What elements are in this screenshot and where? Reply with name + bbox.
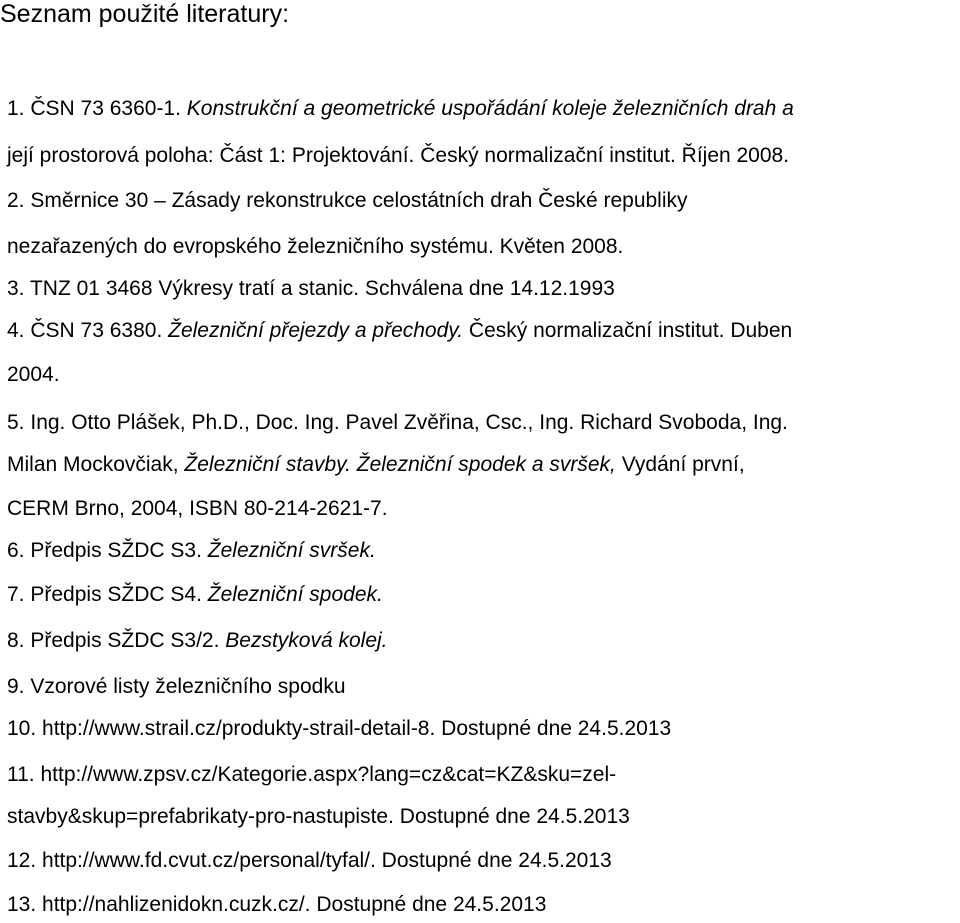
reference-number: 9. [7,675,31,698]
reference-title: Železniční spodek. [207,583,383,606]
reference-link[interactable]: stavby&skup=prefabrikaty-pro-nastupiste. Dostupné dne 24.5.2013 [7,805,630,828]
reference-text: Vydání první, [615,453,745,476]
reference-link[interactable]: http://nahlizenidokn.cuzk.cz/. Dostupné dne 24.5.2013 [42,893,547,916]
reference-11-line-2 [7,802,630,832]
reference-text: ČSN 73 6360-1. [30,97,187,120]
reference-1-line-2 [7,141,789,171]
reference-8 [7,626,388,656]
reference-number: 7. [7,583,31,606]
reference-text: Český normalizační institut. Říjen 2008. [414,144,790,167]
reference-number: 1. [7,97,31,120]
reference-number: 3. [7,277,30,300]
reference-text: Český normalizační institut. Duben [463,319,793,342]
reference-13 [7,890,546,920]
reference-number: 10. [7,717,43,740]
reference-text: Směrnice 30 – Zásady rekonstrukce celostátních drah České republiky [30,189,688,212]
reference-1-line-1 [7,94,794,124]
reference-number: 5. [7,411,31,434]
reference-number: 2. [7,189,31,212]
reference-text: CERM Brno, 2004, ISBN 80-214-2621-7. [7,497,388,520]
reference-text: TNZ 01 3468 Výkresy tratí a stanic. Schválena dne 14.12.1993 [29,277,615,300]
reference-title: Železniční stavby. Železniční spodek a svršek, [184,453,616,476]
reference-11-line-1 [7,760,616,790]
reference-text: 2004. [7,363,60,386]
reference-number: 13. [7,893,43,916]
page-title: Seznam použité literatury: [0,0,290,28]
reference-4-line-2 [7,360,60,390]
reference-number: 12. [7,849,43,872]
reference-2-line-1 [7,186,688,216]
reference-link[interactable]: http://www.fd.cvut.cz/personal/tyfal/. Dostupné dne 24.5.2013 [42,849,612,872]
reference-4-line-1 [7,316,792,346]
reference-5-line-2 [7,450,745,480]
reference-5-line-3 [7,494,388,524]
reference-text: Milan Mockovčiak, [7,453,185,476]
reference-link[interactable]: http://www.strail.cz/produkty-strail-detail-8. Dostupné dne 24.5.2013 [42,717,672,740]
reference-number: 11. [7,763,41,786]
reference-10 [7,714,671,744]
reference-link[interactable]: http://www.zpsv.cz/Kategorie.aspx?lang=cz&cat=KZ&sku=zel- [40,763,617,786]
reference-number: 8. [7,629,31,652]
reference-title: Železniční svršek. [207,539,376,562]
reference-text: Předpis SŽDC S3/2. [30,629,226,652]
reference-text: nezařazených do evropského železničního systému. Květen 2008. [7,235,624,258]
reference-number: 6. [7,539,31,562]
reference-9 [7,672,346,702]
reference-title: Konstrukční a geometrické uspořádání koleje železničních drah a [186,97,794,120]
reference-text: Ing. Otto Plášek, Ph.D., Doc. Ing. Pavel Zvěřina, Csc., Ing. Richard Svoboda, Ing. [30,411,788,434]
reference-text: Předpis SŽDC S3. [30,539,208,562]
reference-5-line-1 [7,408,788,438]
reference-number: 4. [7,319,31,342]
reference-text: ČSN 73 6380. [30,319,169,342]
reference-3 [7,274,615,304]
reference-title: Bezstyková kolej. [225,629,388,652]
reference-title: Železniční přejezdy a přechody. [168,319,464,342]
reference-text: její prostorová poloha: Část 1: Projektování. [7,144,415,167]
reference-7 [7,580,383,610]
reference-2-line-2 [7,232,623,262]
reference-text: Předpis SŽDC S4. [30,583,208,606]
reference-6 [7,536,376,566]
reference-12 [7,846,612,876]
reference-text: Vzorové listy železničního spodku [30,675,346,698]
